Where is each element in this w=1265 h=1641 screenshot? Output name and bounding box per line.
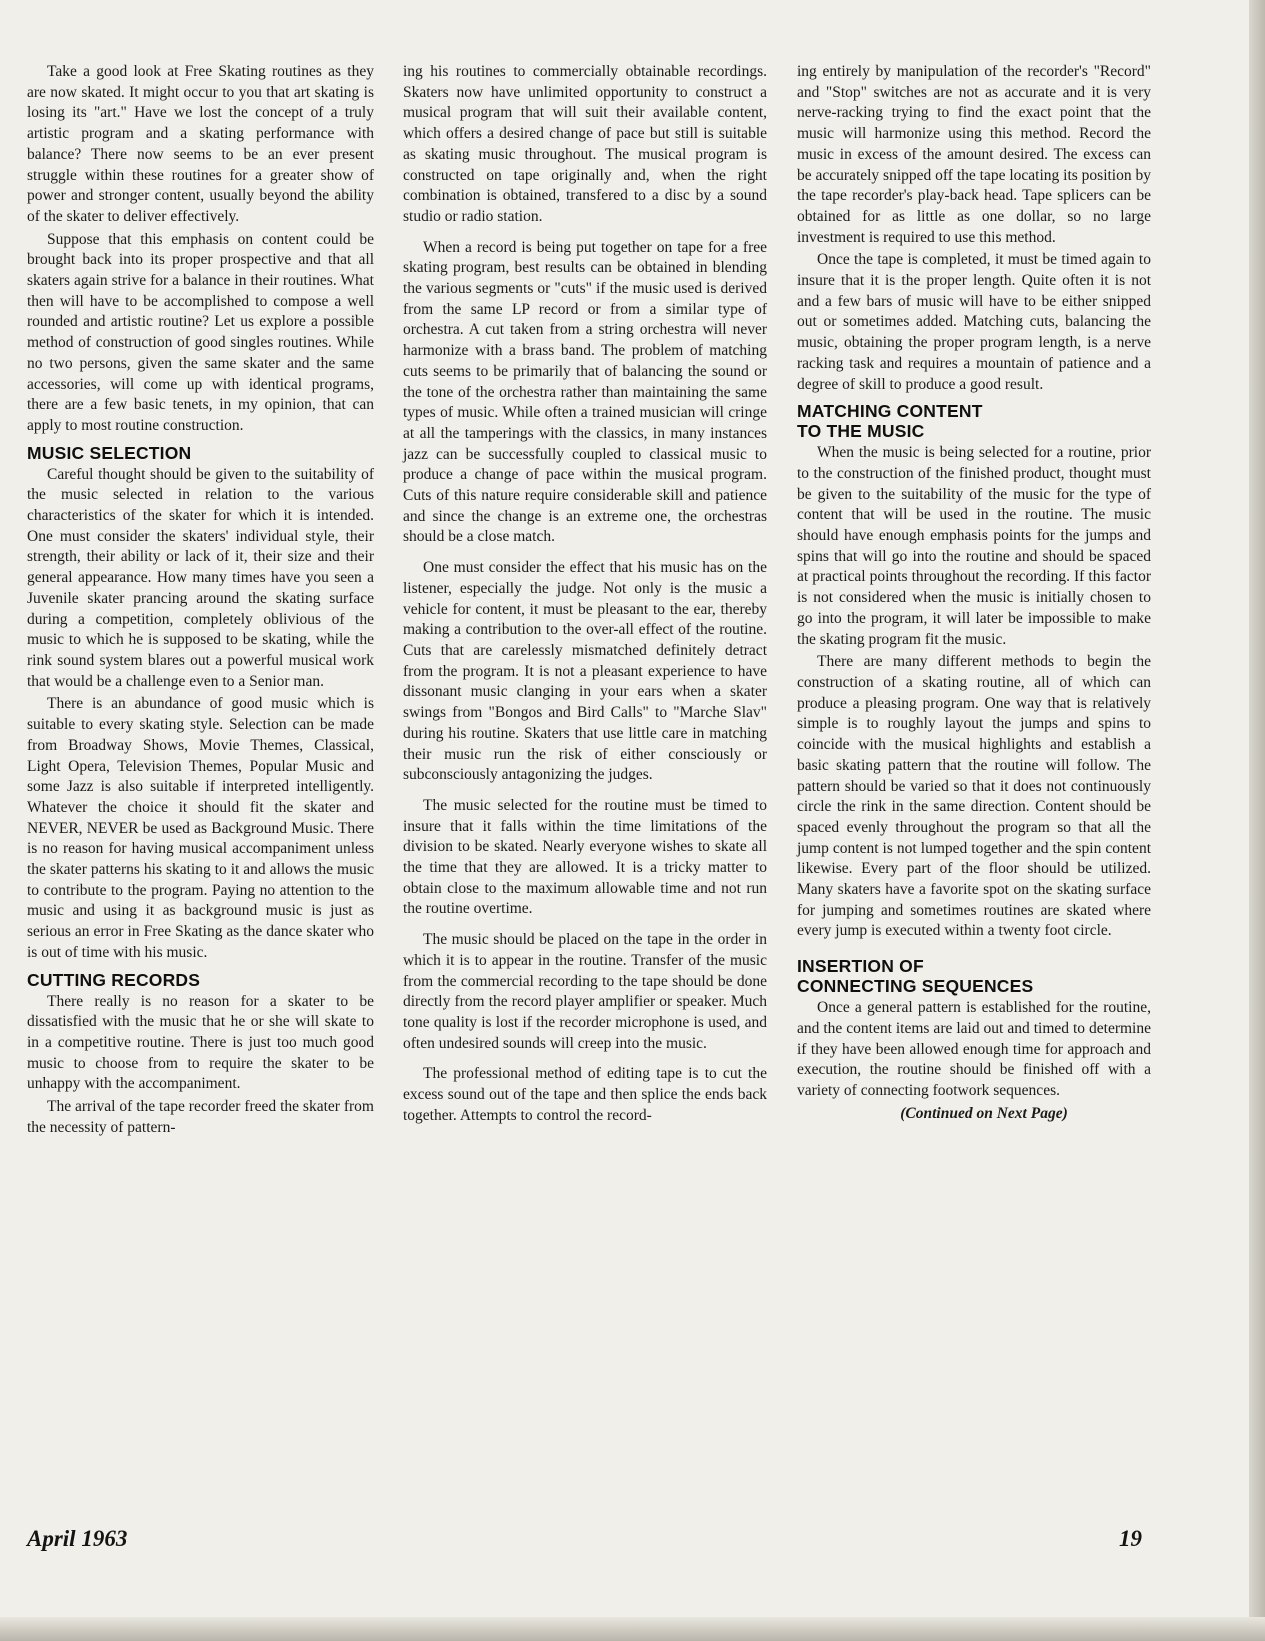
paragraph: When the music is being selected for a routine, prior to the construction of the finished product, thought must be given to the suitability of the music for the type of content that will be used in the routine. The music should have enough emphasis points for the jumps and spins that will go into the routine and should be spaced at practical points throughout the recording. If this factor is not considered when the music is initially chosen to go into the program, it will later be impossible to make the skating program fit the music. (797, 444, 1151, 648)
heading-line: MATCHING CONTENT (797, 401, 983, 422)
paragraph: ing his routines to commercially obtainable recordings. Skaters now have unlimited opportunity to construct a musical program that will suit their available content, which offers a desired change of pace but still is suitable as skating music throughout. The musical program is constructed on tape originally and, when the right combination is obtained, transfered to a disc by a sound studio or radio station. (403, 63, 767, 225)
paragraph: There is an abundance of good music which is suitable to every skating style. Selection can be made from Broadway Shows, Movie Themes, Classical, Light Opera, Television Themes, Popular Music and some Jazz is also suitable if interpreted intelligently. Whatever the choice it should fit the skater and NEVER, NEVER be used as Background Music. There is no reason for having musical accompaniment unless the skater patterns his skating to it and allows the music to contribute to the program. Paying no attention to the music and using it as background music is just as serious an error in Free Skating as the dance skater who is out of time with his music. (27, 695, 374, 961)
heading-line: CONNECTING SEQUENCES (797, 976, 1034, 997)
issue-date: April 1963 (27, 1526, 128, 1551)
section-heading-matching-content (797, 401, 1151, 441)
section-heading-cutting-records: CUTTING RECORDS (27, 969, 201, 990)
page-number: 19 (1119, 1526, 1142, 1551)
section-heading-insertion (797, 956, 1151, 996)
paragraph: Once the tape is completed, it must be timed again to insure that it is the proper length. Quite often it is not and a few bars of music will have to be either snipped out or sometimes added. Matching cuts, balancing the music, obtaining the proper program length, is a nerve racking task and requires a mountain of patience and a degree of skill to produce a good result. (797, 251, 1151, 393)
paragraph: The music should be placed on the tape in the order in which it is to appear in the routine. Transfer of the music from the commercial recording to the tape should be done directly from the record player amplifier or speaker. Much tone quality is lost if the recorder microphone is used, and often undesired sounds will creep into the music. (403, 931, 767, 1052)
page-bottom-shadow (0, 1617, 1265, 1641)
heading-line: INSERTION OF (797, 956, 924, 977)
paragraph: Careful thought should be given to the suitability of the music selected in relation to the various characteristics of the skater for which it is intended. One must consider the skaters' individual style, their strength, their ability or lack of it, their size and their general appearance. How many times have you seen a Juvenile skater prancing around the skating surface during a competition, completely oblivious of the music to which he is supposed to be skating, while the rink sound system blares out a powerful musical work that would be a challenge even to a Senior man. (27, 465, 374, 690)
paragraph: Suppose that this emphasis on content could be brought back into its proper prospective and that all skaters again strive for a balance in their routines. What then will have to be accomplished to compose a well rounded and artistic routine? Let us explore a possible method of construction of good singles routines. While no two persons, given the same skater and the same accessories, will come up with identical programs, there are a few basic tenets, in my opinion, that can apply to most routine construction. (27, 230, 374, 434)
paragraph: One must consider the effect that his music has on the listener, especially the judge. Not only is the music a vehicle for content, it must be pleasant to the ear, thereby making a contribution to the over-all effect of the routine. Cuts that are carelessly mismatched definitely detract from the program. It is not a pleasant experience to have dissonant music clanging in your ears when a skater swings from "Bongos and Bird Calls" to "Marche Slav" during his routine. Skaters that use little care in matching their music run the risk of either consciously or subconsciously antagonizing the judges. (403, 559, 767, 784)
article-column-3 (797, 62, 1151, 1126)
paragraph: ing entirely by manipulation of the recorder's "Record" and "Stop" switches are not as accurate and it is very nerve-racking trying to find the exact point that the music will harmonize using this method. Record the music in excess of the amount desired. The excess can be accurately snipped off the tape locating its position by the tape recorder's play-back head. Tape splicers can be obtained for as little as one dollar, so no large investment is required to use this method. (797, 63, 1151, 246)
paragraph: The professional method of editing tape is to cut the excess sound out of the tape and then splice the ends back together. Attempts to control the record- (403, 1065, 767, 1124)
article-column-2 (403, 62, 767, 1128)
paragraph: Take a good look at Free Skating routines as they are now skated. It might occur to you that art skating is losing its "art." Have we lost the concept of a truly artistic program and a skating performance with balance? There now seems to be an ever present struggle within these routines for a greater show of power and stronger content, usually beyond the ability of the skater to deliver effectively. (27, 63, 374, 225)
page-edge-shadow (1249, 0, 1265, 1641)
paragraph: There are many different methods to begin the construction of a skating routine, all of which can produce a pleasing program. One way that is relatively simple is to roughly layout the jumps and spins to coincide with the musical highlights and establish a basic skating pattern that the routine will follow. The pattern should be varied so that it does not continuously circle the rink in the same direction. Content should be spaced evenly throughout the program so that all the jump content is not lumped together and the spin content likewise. Every part of the floor should be utilized. Many skaters have a favorite spot on the skating surface for jumping and sometimes routines are skated where every jump is executed within a twenty foot circle. (797, 653, 1151, 940)
article-column-1 (27, 62, 374, 1140)
paragraph: The arrival of the tape recorder freed the skater from the necessity of pattern- (27, 1098, 374, 1136)
continued-note: (Continued on Next Page) (900, 1104, 1068, 1122)
paragraph: When a record is being put together on tape for a free skating program, best results can be obtained in blending the various segments or "cuts" if the music used is derived from the same LP record or from a similar type of orchestra. A cut taken from a string orchestra will never harmonize with a brass band. The problem of matching cuts seems to be primarily that of balancing the sound or the tone of the orchestra rather than maintaining the same types of music. While often a trained musician will cringe at all the tamperings with the classics, in many instances jazz can be successfully coupled to classical music to produce a change of pace within the musical program. Cuts of this nature require considerable skill and patience and since the change is an extreme one, the orchestras should be a close match. (403, 238, 767, 546)
paragraph: Once a general pattern is established for the routine, and the content items are laid out and timed to determine if they have been allowed enough time for approach and execution, the routine should be finished off with a variety of connecting footwork sequences. (797, 999, 1151, 1099)
heading-line: TO THE MUSIC (797, 421, 925, 442)
paragraph: There really is no reason for a skater to be dissatisfied with the music that he or she will skate to in a competitive routine. There is just too much good music to choose from to require the skater to be unhappy with the accompaniment. (27, 992, 374, 1093)
section-heading-music-selection: MUSIC SELECTION (27, 442, 192, 463)
paragraph: The music selected for the routine must be timed to insure that it falls within the time limitations of the division to be skated. Nearly everyone wishes to skate all the time that they are allowed. It is a tricky matter to obtain close to the maximum allowable time and not run the routine overtime. (403, 796, 767, 918)
